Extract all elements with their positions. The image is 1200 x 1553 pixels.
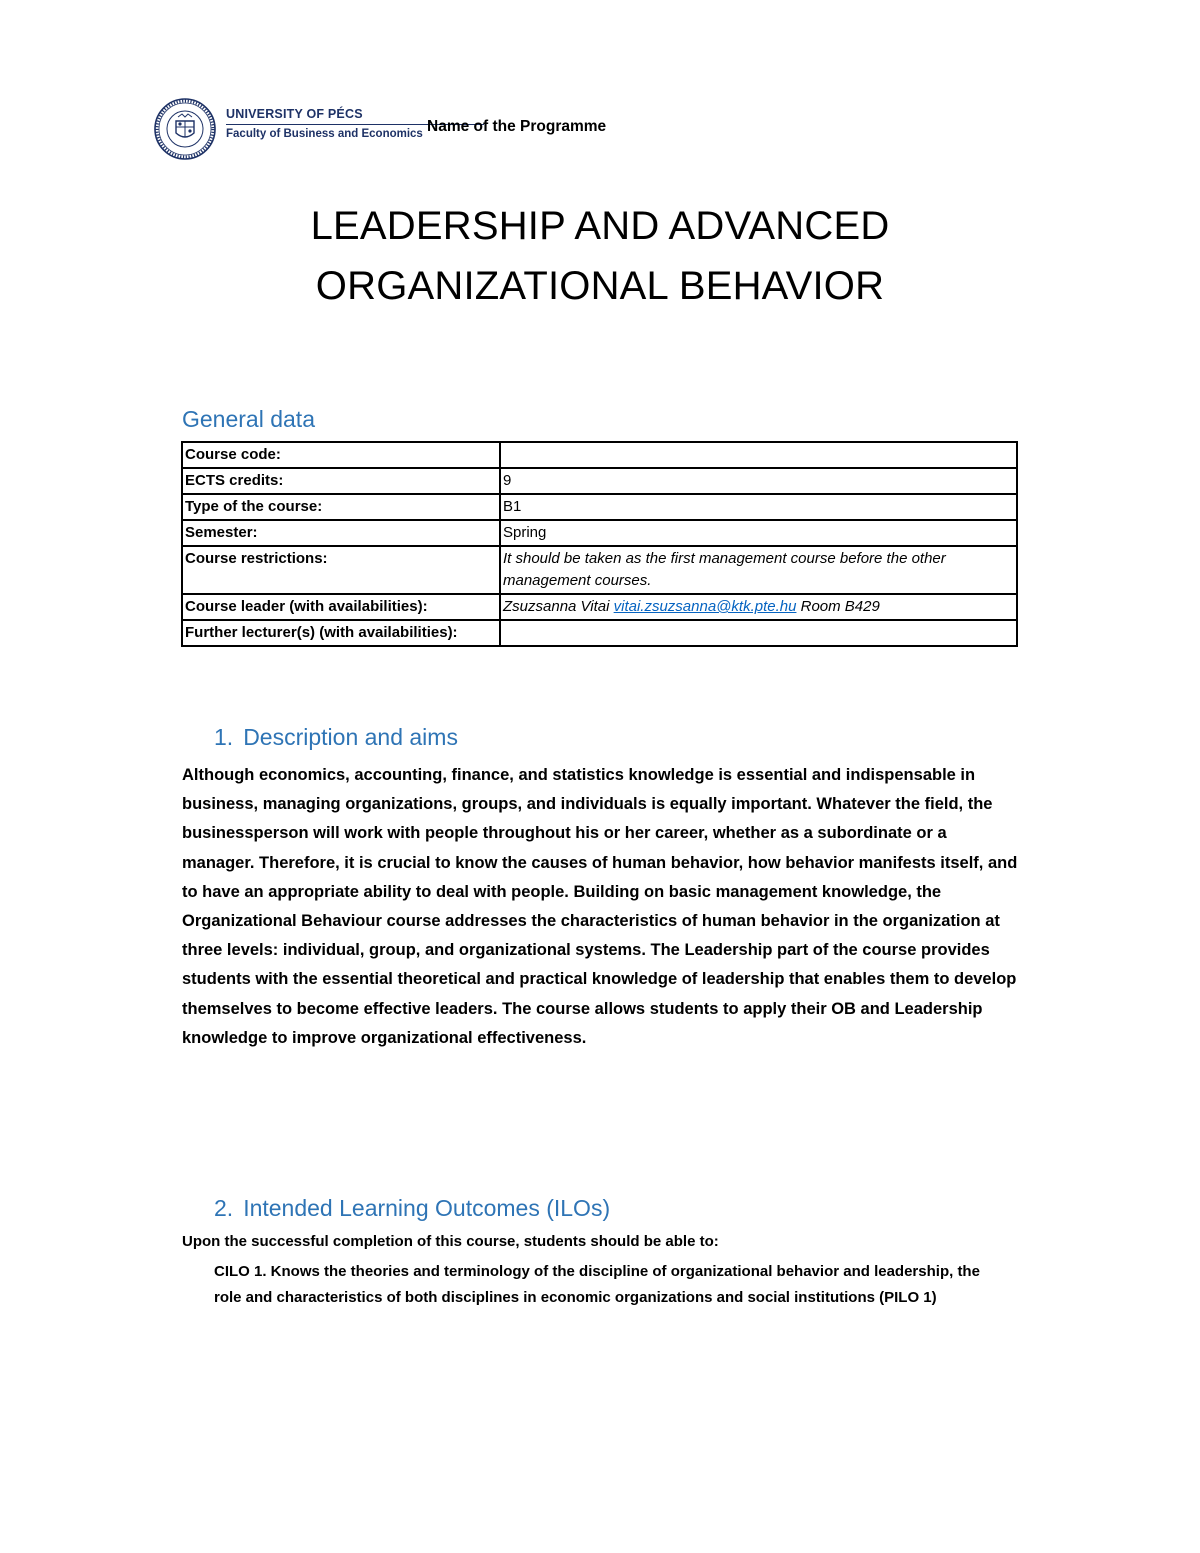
row-value: It should be taken as the first management course before the other management courses. [500,546,1017,594]
section-2-heading [214,1195,610,1222]
page-header [152,97,712,161]
ilo-lead-text: Upon the successful completion of this course, students should be able to: [182,1233,719,1250]
row-label: Further lecturer(s) (with availabilities): [182,620,500,646]
table-row [182,546,1017,594]
faculty-name: Faculty of Business and Economics [226,128,423,140]
section-number: 1. [214,724,234,750]
table-row [182,494,1017,520]
cilo-1-item: CILO 1. Knows the theories and terminology of the discipline of organizational behavior and leadership, the role and characteristics of both disciplines in economic organizations and social institutions (PILO 1) [214,1263,980,1306]
course-leader-email-link[interactable]: vitai.zsuzsanna@ktk.pte.hu [613,598,797,615]
row-value [500,442,1017,468]
course-title-line-2: ORGANIZATIONAL BEHAVIOR [315,264,885,308]
row-value: B1 [500,494,1017,520]
row-value: Spring [500,520,1017,546]
programme-name-label: Name of the Programme [427,118,607,135]
row-label: ECTS credits: [182,468,500,494]
university-seal-logo [152,97,218,161]
row-label: Semester: [182,520,500,546]
row-label: Course leader (with availabilities): [182,594,500,620]
course-title [0,196,1200,316]
table-row [182,594,1017,620]
course-title-line-1: LEADERSHIP AND ADVANCED [310,204,890,248]
section-title: Intended Learning Outcomes (ILOs) [243,1195,611,1221]
section-number: 2. [214,1195,234,1221]
general-data-heading: General data [182,406,315,432]
row-label: Course restrictions: [182,546,500,594]
row-label: Course code: [182,442,500,468]
row-label: Type of the course: [182,494,500,520]
course-leader-room: Room B429 [800,598,880,615]
course-leader-name: Zsuzsanna Vitai [503,598,610,615]
course-leader-value [500,594,1017,620]
university-name: UNIVERSITY OF PÉCS [226,107,363,121]
section-title: Description and aims [243,724,458,750]
section-1-heading [214,724,458,751]
table-row [182,520,1017,546]
row-value [500,620,1017,646]
table-row [182,468,1017,494]
table-row [182,442,1017,468]
row-value: 9 [500,468,1017,494]
general-data-table [181,441,1018,647]
description-paragraph: Although economics, accounting, finance, and statistics knowledge is essential and indispensable in business, managing organizations, groups, and individuals is equally important. Whatever the field, the businessperson will work with people throughout his or her career, whether as a subordinate or a manager. Therefore, it is crucial to know the causes of human behavior, how behavior manifests itself, and to have an appropriate ability to deal with people. Building on basic management knowledge, the Organizational Behaviour course addresses the characteristics of human behavior in the organization at three levels: individual, group, and organizational systems. The Leadership part of the course provides students with the essential theoretical and practical knowledge of leadership that enables them to develop themselves to become effective leaders. The course allows students to apply their OB and Leadership knowledge to improve organizational effectiveness. [182,766,1018,1047]
table-row [182,620,1017,646]
